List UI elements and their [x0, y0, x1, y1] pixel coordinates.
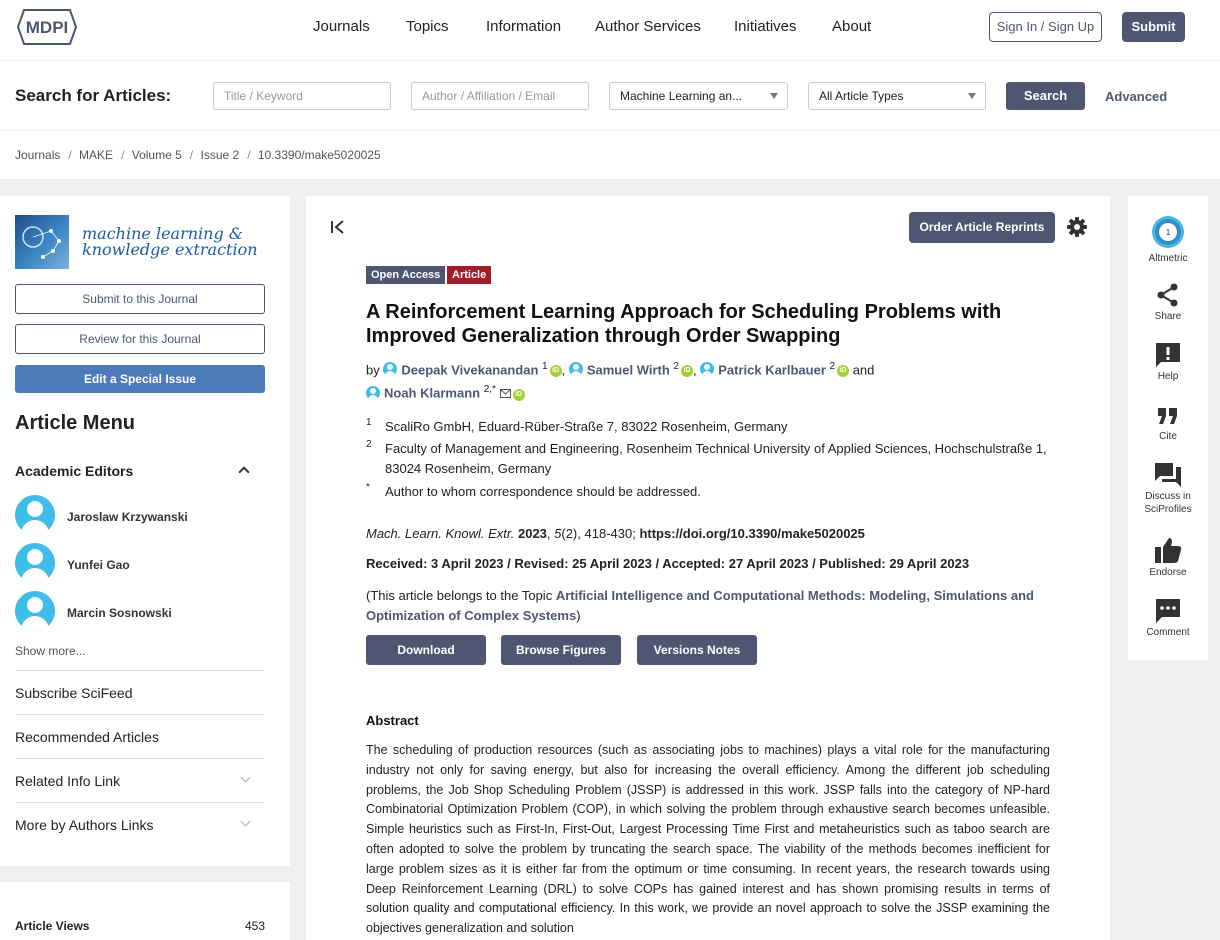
author-affiliation: 2,*: [483, 384, 496, 396]
breadcrumb-journals[interactable]: Journals: [15, 148, 61, 162]
topic-link[interactable]: Artificial Intelligence and Computational Methods: Modeling, Simulations and Optimization of Complex Systems: [366, 588, 1034, 623]
topic-note: [366, 586, 1056, 626]
menu-item-more-by-authors[interactable]: [15, 802, 265, 846]
order-reprints-button[interactable]: Order Article Reprints: [909, 212, 1055, 243]
breadcrumb-volume[interactable]: Volume 5: [131, 148, 182, 162]
nav-about[interactable]: About: [832, 18, 872, 35]
editor-name[interactable]: Yunfei Gao: [67, 558, 130, 572]
orcid-icon[interactable]: iD: [550, 365, 562, 377]
journal-name[interactable]: [82, 226, 258, 258]
editor-avatar[interactable]: [15, 543, 55, 583]
submit-to-journal-button[interactable]: Submit to this Journal: [15, 284, 265, 314]
academic-editors-heading[interactable]: Academic Editors: [15, 463, 134, 479]
menu-item-label: More by Authors Links: [15, 817, 154, 833]
comment-tool[interactable]: [1128, 598, 1208, 638]
share-tool[interactable]: [1128, 282, 1208, 322]
quote-icon: [1156, 404, 1180, 428]
affiliation-number: *: [366, 482, 370, 493]
author-affiliation-input[interactable]: Author / Affiliation / Email: [411, 82, 589, 110]
orcid-icon[interactable]: iD: [513, 389, 525, 401]
share-icon: [1155, 282, 1181, 308]
citation-volume: 5: [554, 526, 562, 541]
edit-special-issue-button[interactable]: Edit a Special Issue: [15, 365, 265, 393]
author-name[interactable]: Deepak Vivekanandan: [401, 362, 539, 378]
altmetric-score: 1: [1165, 228, 1171, 237]
nav-information[interactable]: Information: [486, 18, 562, 35]
journal-name-line1: machine learning &: [82, 224, 244, 243]
author-list: by Deepak Vivekanandan $^1$ iD , Samuel Wirth $^2$ iD , Patrick Karlbauer $^2$ iD and Noah Klarmann $^{2,*}$ iD: [366, 361, 875, 401]
author-name[interactable]: Patrick Karlbauer: [718, 362, 826, 378]
user-icon[interactable]: [569, 362, 583, 376]
nav-author-services[interactable]: Author Services: [595, 18, 701, 35]
chevron-down-icon: [241, 817, 251, 827]
affiliation-number: 1: [366, 417, 372, 428]
altmetric-icon: [1150, 214, 1186, 250]
chevron-down-icon: [241, 773, 251, 783]
discuss-label-line1: Discuss in: [1145, 491, 1191, 502]
comment-label: Comment: [1146, 627, 1190, 638]
publication-dates: Received: 3 April 2023 / Revised: 25 April 2023 / Accepted: 27 April 2023 / Published: 29 April 2023: [366, 556, 970, 571]
affiliation-2: [366, 439, 1056, 479]
altmetric-tool[interactable]: [1128, 214, 1208, 264]
advanced-search-link[interactable]: Advanced: [1105, 89, 1168, 104]
open-access-badge: Open Access: [366, 266, 445, 284]
orcid-icon[interactable]: iD: [681, 365, 693, 377]
author-affiliation: 2: [829, 361, 836, 372]
sign-in-button[interactable]: Sign In / Sign Up: [989, 12, 1102, 42]
breadcrumb: Journals / MAKE / Volume 5 / Issue 2 / 10.3390/make5020025: [15, 148, 381, 162]
endorse-label: Endorse: [1149, 567, 1187, 578]
affiliation-1: [366, 417, 1056, 437]
corresponding-note: [366, 482, 1056, 502]
author-name[interactable]: Noah Klarmann: [384, 385, 481, 401]
affiliation-text: ScaliRo GmbH, Eduard-Rüber-Straße 7, 83022 Rosenheim, Germany: [385, 419, 788, 434]
comment-icon: [1155, 598, 1181, 624]
article-views-label: Article Views: [15, 919, 90, 933]
affiliation-text: Author to whom correspondence should be addressed.: [385, 484, 701, 499]
by-label: by: [366, 362, 380, 378]
menu-item-label: Recommended Articles: [15, 729, 159, 745]
orcid-icon[interactable]: iD: [837, 365, 849, 377]
topic-suffix: ): [576, 608, 581, 623]
help-icon: [1155, 342, 1181, 368]
mdpi-logo[interactable]: [14, 6, 80, 48]
nav-initiatives[interactable]: Initiatives: [734, 18, 797, 35]
title-keyword-input[interactable]: Title / Keyword: [213, 82, 391, 110]
download-button[interactable]: Download: [366, 635, 486, 665]
and-label: and: [852, 362, 875, 378]
journal-select[interactable]: [609, 82, 788, 110]
menu-item-recommended-articles[interactable]: [15, 714, 265, 758]
logo-text: MDPI: [25, 18, 69, 37]
breadcrumb-issue[interactable]: Issue 2: [200, 148, 240, 162]
submit-button[interactable]: Submit: [1122, 12, 1185, 42]
article-type-badge: Article: [447, 266, 491, 284]
altmetric-label: Altmetric: [1148, 253, 1188, 264]
editor-name[interactable]: Jaroslaw Krzywanski: [67, 510, 188, 524]
review-for-journal-button[interactable]: Review for this Journal: [15, 324, 265, 354]
menu-item-label: Subscribe SciFeed: [15, 685, 133, 701]
journal-cover-image[interactable]: [15, 215, 69, 269]
affiliation-number: 2: [366, 439, 372, 450]
author-name[interactable]: Samuel Wirth: [586, 362, 670, 378]
user-icon[interactable]: [700, 362, 714, 376]
author-affiliation: 2: [673, 361, 679, 372]
editor-avatar[interactable]: [15, 591, 55, 631]
citation: Mach. Learn. Knowl. Extr. 2023, 5(2), 418-430; https://doi.org/10.3390/make5020025: [366, 526, 865, 541]
citation-doi[interactable]: https://doi.org/10.3390/make5020025: [639, 526, 865, 541]
show-more-editors-link[interactable]: Show more...: [15, 644, 86, 658]
discussion-icon: [1154, 462, 1182, 488]
menu-item-subscribe-scifeed[interactable]: [15, 670, 265, 714]
citation-journal[interactable]: Mach. Learn. Knowl. Extr.: [366, 526, 515, 541]
affiliation-text: Faculty of Management and Engineering, Rosenheim Technical University of Applied Sciences, Hochschulstraße 1, 83024 Rosenheim, Germany: [385, 441, 1047, 476]
breadcrumb-make[interactable]: MAKE: [79, 148, 114, 162]
help-tool[interactable]: [1128, 342, 1208, 382]
citation-year: 2023: [517, 526, 547, 541]
editor-name[interactable]: Marcin Sosnowski: [67, 606, 172, 620]
journal-select-value: Machine Learning an...: [620, 89, 743, 103]
browse-figures-button[interactable]: Browse Figures: [501, 635, 621, 665]
menu-item-label: Related Info Link: [15, 773, 121, 789]
collapse-sidebar-icon[interactable]: [330, 218, 346, 236]
chevron-down-icon: [770, 93, 778, 99]
breadcrumb-doi[interactable]: 10.3390/make5020025: [257, 148, 381, 162]
chevron-down-icon: [968, 93, 976, 99]
menu-item-related-info-link[interactable]: [15, 758, 265, 802]
nav-topics[interactable]: Topics: [406, 18, 449, 35]
discuss-tool[interactable]: [1128, 462, 1208, 515]
thumbs-up-icon: [1154, 536, 1182, 564]
email-icon[interactable]: [500, 389, 511, 398]
nav-journals[interactable]: Journals: [313, 18, 370, 35]
article-views-count: 453: [245, 919, 266, 933]
search-button[interactable]: Search: [1006, 82, 1085, 110]
article-type-select[interactable]: [808, 82, 986, 110]
article-title: A Reinforcement Learning Approach for Scheduling Problems with Improved Generalization through Order Swapping: [366, 301, 1002, 347]
endorse-tool[interactable]: [1128, 536, 1208, 578]
article-type-select-value: All Article Types: [819, 89, 904, 103]
abstract-text: The scheduling of production resources (such as associating jobs to machines) plays a vital role for the manufacturing industry not only for saving energy, but also for increasing the overall efficiency. Among the different job scheduling problems, the Job Shop Scheduling Problem (JSSP) is addressed in this work. JSSP falls into the category of NP-hard Combinatorial Optimization Problem (COP), in which solving the problem through exhaustive search becomes unfeasible. Simple heuristics such as First-In, First-Out, Largest Processing Time First and metaheuristics such as taboo search are often adopted to solve the problem by truncating the search space. The viability of the methods becomes inefficient for large problem sizes as it is either far from the optimum or time consuming. In recent years, the research towards using Deep Reinforcement Learning (DRL) to solve COPs has gained interest and has shown promising results in terms of solution quality and computational efficiency. In this work, we provide an novel approach to solve the JSSP examining the objectives generalization and solution: [366, 743, 1050, 936]
search-label: Search for Articles:: [15, 86, 172, 105]
citation-issue: (2), 418-430;: [561, 526, 636, 541]
cite-tool[interactable]: [1128, 404, 1208, 442]
author-affiliation: 1: [542, 361, 548, 372]
cite-label: Cite: [1159, 431, 1177, 442]
discuss-label-line2: SciProfiles: [1144, 504, 1192, 515]
journal-name-line2: knowledge extraction: [82, 240, 258, 259]
article-menu-title: Article Menu: [15, 412, 136, 434]
help-label: Help: [1157, 371, 1179, 382]
user-icon[interactable]: [383, 362, 397, 376]
share-label: Share: [1154, 311, 1182, 322]
gear-icon[interactable]: [1066, 216, 1088, 238]
topic-prefix: (This article belongs to the Topic: [366, 588, 553, 603]
editor-avatar[interactable]: [15, 495, 55, 535]
user-icon[interactable]: [366, 386, 380, 400]
versions-notes-button[interactable]: Versions Notes: [637, 635, 757, 665]
abstract-heading: Abstract: [366, 713, 419, 728]
